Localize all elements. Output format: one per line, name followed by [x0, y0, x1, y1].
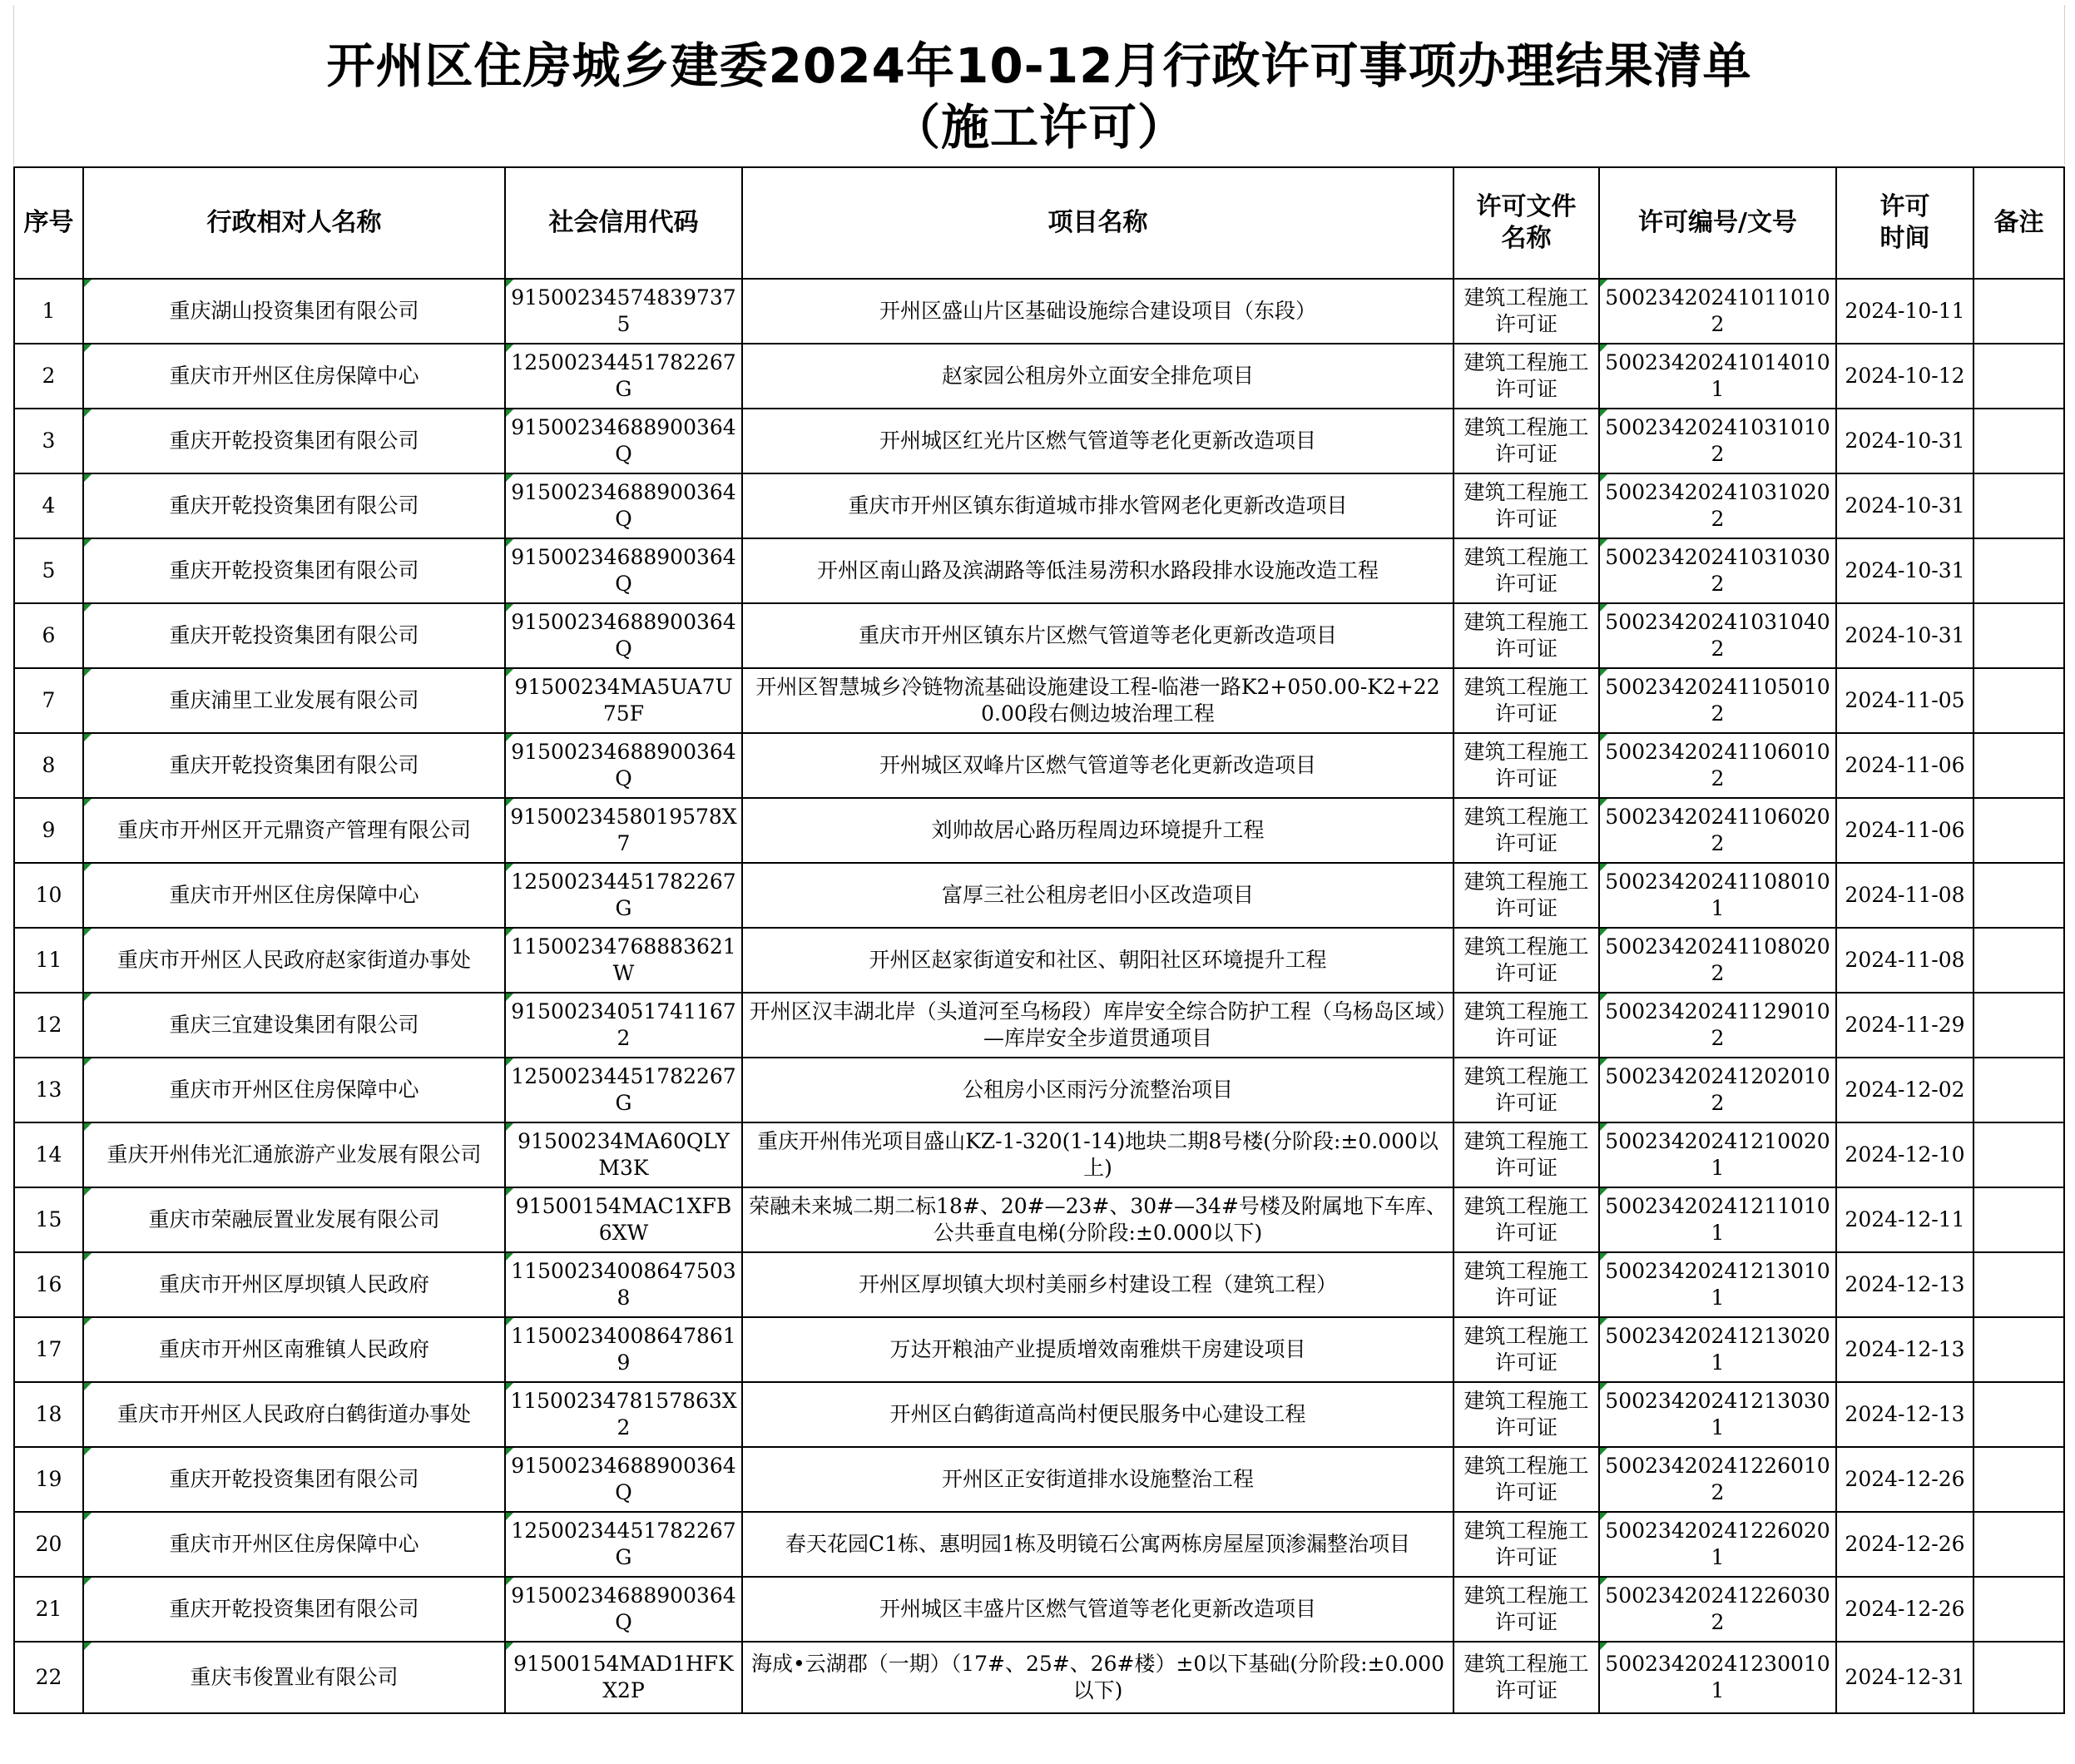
- cell-seq: 7: [14, 668, 83, 733]
- cell-project: 开州区南山路及滨湖路等低洼易涝积水路段排水设施改造工程: [742, 538, 1453, 603]
- cell-project: 开州区厚坝镇大坝村美丽乡村建设工程（建筑工程）: [742, 1252, 1453, 1317]
- cell-remark: [1973, 733, 2064, 798]
- cell-date: 2024-10-31: [1836, 603, 1973, 668]
- cell-remark: [1973, 409, 2064, 473]
- cell-number: 500234202412130301: [1599, 1382, 1836, 1447]
- cell-code: 91500234688900364Q: [505, 409, 742, 473]
- header-number: 许可编号/文号: [1599, 167, 1836, 279]
- cell-remark: [1973, 1187, 2064, 1252]
- cell-seq: 20: [14, 1512, 83, 1577]
- cell-remark: [1973, 863, 2064, 928]
- cell-doc: 建筑工程施工许可证: [1453, 798, 1599, 863]
- cell-number: 500234202410310202: [1599, 473, 1836, 538]
- cell-name: 重庆开乾投资集团有限公司: [83, 473, 505, 538]
- table-row: [14, 798, 2064, 863]
- cell-doc: 建筑工程施工许可证: [1453, 863, 1599, 928]
- cell-project: 开州城区丰盛片区燃气管道等老化更新改造项目: [742, 1577, 1453, 1642]
- cell-remark: [1973, 1642, 2064, 1713]
- page-title: 开州区住房城乡建委2024年10-12月行政许可事项办理结果清单: [326, 37, 1752, 94]
- table-row: [14, 603, 2064, 668]
- cell-project: 开州区白鹤街道高尚村便民服务中心建设工程: [742, 1382, 1453, 1447]
- cell-date: 2024-12-13: [1836, 1317, 1973, 1382]
- cell-number: 500234202410310102: [1599, 409, 1836, 473]
- cell-name: 重庆市开州区厚坝镇人民政府: [83, 1252, 505, 1317]
- cell-doc: 建筑工程施工许可证: [1453, 344, 1599, 409]
- cell-date: 2024-10-31: [1836, 473, 1973, 538]
- cell-name: 重庆湖山投资集团有限公司: [83, 279, 505, 344]
- cell-doc: 建筑工程施工许可证: [1453, 1317, 1599, 1382]
- cell-doc: 建筑工程施工许可证: [1453, 733, 1599, 798]
- cell-seq: 5: [14, 538, 83, 603]
- cell-code: 91500234688900364Q: [505, 473, 742, 538]
- cell-number: 500234202412020102: [1599, 1058, 1836, 1122]
- cell-name: 重庆开乾投资集团有限公司: [83, 733, 505, 798]
- cell-name: 重庆开乾投资集团有限公司: [83, 1577, 505, 1642]
- cell-number: 500234202412100201: [1599, 1122, 1836, 1187]
- header-project: 项目名称: [742, 167, 1453, 279]
- cell-project: 刘帅故居心路历程周边环境提升工程: [742, 798, 1453, 863]
- cell-remark: [1973, 928, 2064, 993]
- cell-seq: 1: [14, 279, 83, 344]
- cell-seq: 15: [14, 1187, 83, 1252]
- cell-date: 2024-12-02: [1836, 1058, 1973, 1122]
- cell-project: 重庆开州伟光项目盛山KZ-1-320(1-14)地块二期8号楼(分阶段:±0.000以上): [742, 1122, 1453, 1187]
- cell-date: 2024-11-06: [1836, 733, 1973, 798]
- header-row: [14, 167, 2064, 279]
- cell-number: 500234202412130201: [1599, 1317, 1836, 1382]
- header-doc-line2: 名称: [1501, 224, 1552, 253]
- cell-seq: 17: [14, 1317, 83, 1382]
- cell-seq: 13: [14, 1058, 83, 1122]
- cell-date: 2024-12-26: [1836, 1577, 1973, 1642]
- cell-doc: 建筑工程施工许可证: [1453, 928, 1599, 993]
- cell-project: 重庆市开州区镇东街道城市排水管网老化更新改造项目: [742, 473, 1453, 538]
- cell-remark: [1973, 1122, 2064, 1187]
- cell-number: 500234202412300101: [1599, 1642, 1836, 1713]
- cell-date: 2024-10-31: [1836, 538, 1973, 603]
- header-remark: 备注: [1973, 167, 2064, 279]
- cell-doc: 建筑工程施工许可证: [1453, 473, 1599, 538]
- cell-doc: 建筑工程施工许可证: [1453, 409, 1599, 473]
- cell-date: 2024-11-08: [1836, 863, 1973, 928]
- cell-project: 开州城区红光片区燃气管道等老化更新改造项目: [742, 409, 1453, 473]
- header-doc-line1: 许可文件: [1476, 192, 1577, 221]
- cell-doc: 建筑工程施工许可证: [1453, 538, 1599, 603]
- cell-name: 重庆浦里工业发展有限公司: [83, 668, 505, 733]
- cell-remark: [1973, 1382, 2064, 1447]
- cell-number: 500234202410310302: [1599, 538, 1836, 603]
- cell-seq: 9: [14, 798, 83, 863]
- cell-name: 重庆市荣融辰置业发展有限公司: [83, 1187, 505, 1252]
- cell-remark: [1973, 668, 2064, 733]
- cell-code: 115002340086478619: [505, 1317, 742, 1382]
- table-row: [14, 1382, 2064, 1447]
- cell-code: 12500234451782267G: [505, 1058, 742, 1122]
- cell-remark: [1973, 1447, 2064, 1512]
- cell-seq: 21: [14, 1577, 83, 1642]
- cell-number: 500234202411060202: [1599, 798, 1836, 863]
- cell-code: 11500234768883621W: [505, 928, 742, 993]
- cell-code: 12500234451782267G: [505, 863, 742, 928]
- header-date-line1: 许可: [1879, 192, 1930, 221]
- cell-code: 91500234688900364Q: [505, 1577, 742, 1642]
- table-row: [14, 1512, 2064, 1577]
- cell-code: 91500234688900364Q: [505, 603, 742, 668]
- cell-number: 500234202411080202: [1599, 928, 1836, 993]
- cell-date: 2024-12-10: [1836, 1122, 1973, 1187]
- cell-code: 91500234688900364Q: [505, 538, 742, 603]
- cell-name: 重庆市开州区住房保障中心: [83, 863, 505, 928]
- header-seq: 序号: [14, 167, 83, 279]
- cell-remark: [1973, 473, 2064, 538]
- cell-project: 荣融未来城二期二标18#、20#—23#、30#—34#号楼及附属地下车库、公共垂直电梯(分阶段:±0.000以下): [742, 1187, 1453, 1252]
- cell-seq: 14: [14, 1122, 83, 1187]
- header-date: [1836, 167, 1973, 279]
- cell-project: 赵家园公租房外立面安全排危项目: [742, 344, 1453, 409]
- table-row: [14, 863, 2064, 928]
- cell-name: 重庆市开州区住房保障中心: [83, 1512, 505, 1577]
- table-row: [14, 733, 2064, 798]
- cell-project: 开州区汉丰湖北岸（头道河至乌杨段）库岸安全综合防护工程（乌杨岛区域）—库岸安全步道贯通项目: [742, 993, 1453, 1058]
- cell-date: 2024-11-05: [1836, 668, 1973, 733]
- cell-remark: [1973, 603, 2064, 668]
- cell-seq: 10: [14, 863, 83, 928]
- cell-seq: 22: [14, 1642, 83, 1713]
- title-area: [13, 5, 2065, 165]
- cell-doc: 建筑工程施工许可证: [1453, 1187, 1599, 1252]
- page-subtitle: （施工许可）: [891, 99, 1186, 156]
- table-row: [14, 279, 2064, 344]
- cell-seq: 2: [14, 344, 83, 409]
- cell-number: 500234202411290102: [1599, 993, 1836, 1058]
- cell-code: 115002340086475038: [505, 1252, 742, 1317]
- cell-number: 500234202410310402: [1599, 603, 1836, 668]
- cell-date: 2024-10-11: [1836, 279, 1973, 344]
- cell-project: 开州区盛山片区基础设施综合建设项目（东段）: [742, 279, 1453, 344]
- cell-project: 开州城区双峰片区燃气管道等老化更新改造项目: [742, 733, 1453, 798]
- table-row: [14, 473, 2064, 538]
- cell-project: 开州区智慧城乡冷链物流基础设施建设工程-临港一路K2+050.00-K2+220.00段右侧边坡治理工程: [742, 668, 1453, 733]
- cell-code: 1150023478157863X2: [505, 1382, 742, 1447]
- cell-remark: [1973, 1058, 2064, 1122]
- header-name: 行政相对人名称: [83, 167, 505, 279]
- table-row: [14, 409, 2064, 473]
- cell-doc: 建筑工程施工许可证: [1453, 668, 1599, 733]
- cell-name: 重庆开乾投资集团有限公司: [83, 1447, 505, 1512]
- cell-code: 91500154MAC1XFB6XW: [505, 1187, 742, 1252]
- cell-seq: 11: [14, 928, 83, 993]
- cell-name: 重庆市开州区住房保障中心: [83, 1058, 505, 1122]
- cell-date: 2024-12-13: [1836, 1382, 1973, 1447]
- cell-code: 12500234451782267G: [505, 1512, 742, 1577]
- cell-code: 91500234688900364Q: [505, 1447, 742, 1512]
- cell-project: 重庆市开州区镇东片区燃气管道等老化更新改造项目: [742, 603, 1453, 668]
- table-body: [14, 279, 2064, 1713]
- cell-seq: 16: [14, 1252, 83, 1317]
- cell-remark: [1973, 1577, 2064, 1642]
- table-row: [14, 1447, 2064, 1512]
- cell-remark: [1973, 1317, 2064, 1382]
- cell-date: 2024-10-31: [1836, 409, 1973, 473]
- table-row: [14, 668, 2064, 733]
- cell-number: 500234202412260302: [1599, 1577, 1836, 1642]
- cell-project: 开州区赵家街道安和社区、朝阳社区环境提升工程: [742, 928, 1453, 993]
- cell-name: 重庆韦俊置业有限公司: [83, 1642, 505, 1713]
- cell-project: 万达开粮油产业提质增效南雅烘干房建设项目: [742, 1317, 1453, 1382]
- cell-seq: 4: [14, 473, 83, 538]
- cell-date: 2024-12-11: [1836, 1187, 1973, 1252]
- cell-date: 2024-11-08: [1836, 928, 1973, 993]
- cell-code: 91500234688900364Q: [505, 733, 742, 798]
- table-row: [14, 1577, 2064, 1642]
- cell-number: 500234202411060102: [1599, 733, 1836, 798]
- cell-name: 重庆市开州区住房保障中心: [83, 344, 505, 409]
- cell-name: 重庆开乾投资集团有限公司: [83, 409, 505, 473]
- cell-code: 12500234451782267G: [505, 344, 742, 409]
- table-row: [14, 1642, 2064, 1713]
- cell-doc: 建筑工程施工许可证: [1453, 1447, 1599, 1512]
- cell-number: 500234202410140101: [1599, 344, 1836, 409]
- cell-project: 春天花园C1栋、惠明园1栋及明镜石公寓两栋房屋屋顶渗漏整治项目: [742, 1512, 1453, 1577]
- cell-number: 500234202412260102: [1599, 1447, 1836, 1512]
- cell-code: 91500234MA5UA7U75F: [505, 668, 742, 733]
- table-row: [14, 1058, 2064, 1122]
- header-code: 社会信用代码: [505, 167, 742, 279]
- table-row: [14, 1122, 2064, 1187]
- cell-project: 公租房小区雨污分流整治项目: [742, 1058, 1453, 1122]
- cell-name: 重庆市开州区人民政府赵家街道办事处: [83, 928, 505, 993]
- cell-seq: 12: [14, 993, 83, 1058]
- cell-project: 海成•云湖郡（一期）（17#、25#、26#楼）±0以下基础(分阶段:±0.000以下): [742, 1642, 1453, 1713]
- header-doc: [1453, 167, 1599, 279]
- table-row: [14, 928, 2064, 993]
- cell-name: 重庆开州伟光汇通旅游产业发展有限公司: [83, 1122, 505, 1187]
- table-row: [14, 993, 2064, 1058]
- table-row: [14, 1252, 2064, 1317]
- cell-date: 2024-12-13: [1836, 1252, 1973, 1317]
- cell-number: 500234202411050102: [1599, 668, 1836, 733]
- cell-doc: 建筑工程施工许可证: [1453, 993, 1599, 1058]
- cell-doc: 建筑工程施工许可证: [1453, 1058, 1599, 1122]
- cell-doc: 建筑工程施工许可证: [1453, 279, 1599, 344]
- cell-code: 91500154MAD1HFKX2P: [505, 1642, 742, 1713]
- cell-date: 2024-11-29: [1836, 993, 1973, 1058]
- cell-code: 91500234MA60QLYM3K: [505, 1122, 742, 1187]
- cell-date: 2024-10-12: [1836, 344, 1973, 409]
- cell-code: 915002345748397375: [505, 279, 742, 344]
- table-row: [14, 538, 2064, 603]
- cell-project: 开州区正安街道排水设施整治工程: [742, 1447, 1453, 1512]
- cell-date: 2024-12-26: [1836, 1512, 1973, 1577]
- cell-name: 重庆三宜建设集团有限公司: [83, 993, 505, 1058]
- cell-doc: 建筑工程施工许可证: [1453, 1512, 1599, 1577]
- cell-seq: 3: [14, 409, 83, 473]
- cell-name: 重庆开乾投资集团有限公司: [83, 538, 505, 603]
- cell-remark: [1973, 1252, 2064, 1317]
- cell-doc: 建筑工程施工许可证: [1453, 1382, 1599, 1447]
- cell-number: 500234202412130101: [1599, 1252, 1836, 1317]
- table-row: [14, 1317, 2064, 1382]
- cell-name: 重庆市开州区开元鼎资产管理有限公司: [83, 798, 505, 863]
- cell-doc: 建筑工程施工许可证: [1453, 1577, 1599, 1642]
- cell-date: 2024-12-26: [1836, 1447, 1973, 1512]
- cell-doc: 建筑工程施工许可证: [1453, 1642, 1599, 1713]
- cell-remark: [1973, 538, 2064, 603]
- cell-seq: 18: [14, 1382, 83, 1447]
- cell-doc: 建筑工程施工许可证: [1453, 1252, 1599, 1317]
- cell-remark: [1973, 993, 2064, 1058]
- cell-date: 2024-12-31: [1836, 1642, 1973, 1713]
- cell-doc: 建筑工程施工许可证: [1453, 603, 1599, 668]
- cell-name: 重庆开乾投资集团有限公司: [83, 603, 505, 668]
- cell-name: 重庆市开州区人民政府白鹤街道办事处: [83, 1382, 505, 1447]
- header-date-line2: 时间: [1879, 224, 1930, 253]
- cell-number: 500234202411080101: [1599, 863, 1836, 928]
- cell-remark: [1973, 798, 2064, 863]
- cell-number: 500234202410110102: [1599, 279, 1836, 344]
- cell-remark: [1973, 1512, 2064, 1577]
- cell-remark: [1973, 279, 2064, 344]
- cell-number: 500234202412260201: [1599, 1512, 1836, 1577]
- table-row: [14, 344, 2064, 409]
- cell-project: 富厚三社公租房老旧小区改造项目: [742, 863, 1453, 928]
- permit-results-table: [13, 166, 2065, 1714]
- cell-code: 9150023458019578X7: [505, 798, 742, 863]
- cell-name: 重庆市开州区南雅镇人民政府: [83, 1317, 505, 1382]
- cell-doc: 建筑工程施工许可证: [1453, 1122, 1599, 1187]
- cell-code: 915002340517411672: [505, 993, 742, 1058]
- cell-seq: 19: [14, 1447, 83, 1512]
- cell-date: 2024-11-06: [1836, 798, 1973, 863]
- table-row: [14, 1187, 2064, 1252]
- cell-remark: [1973, 344, 2064, 409]
- cell-seq: 6: [14, 603, 83, 668]
- cell-number: 500234202412110101: [1599, 1187, 1836, 1252]
- cell-seq: 8: [14, 733, 83, 798]
